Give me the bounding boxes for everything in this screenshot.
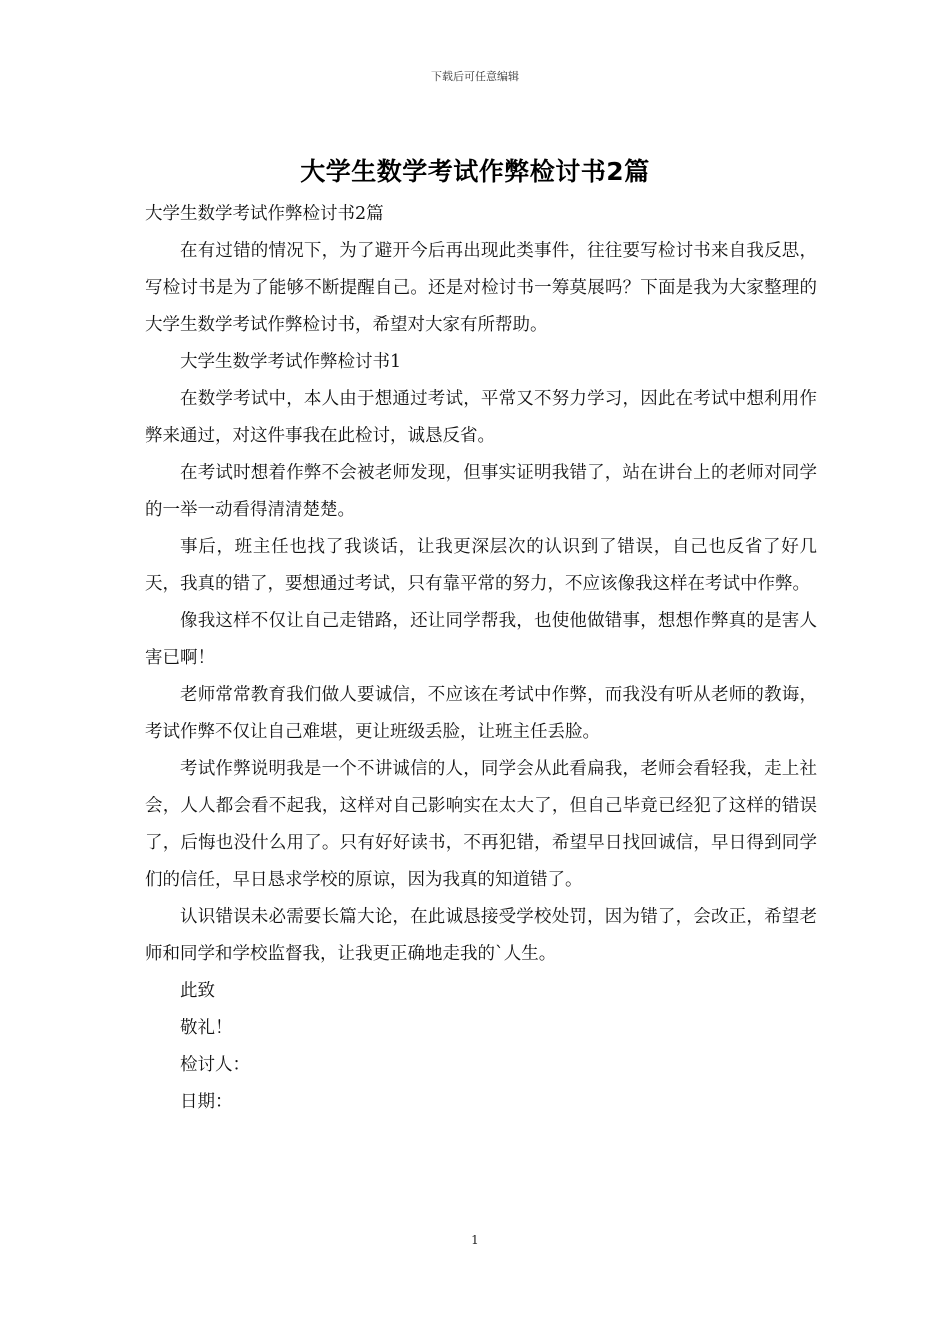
paragraph: 事后，班主任也找了我谈话，让我更深层次的认识到了错误，自己也反省了好几天，我真的错了，要想通过考试，只有靠平常的努力，不应该像我这样在考试中作弊。: [145, 537, 817, 594]
paragraph: 考试作弊说明我是一个不讲诚信的人，同学会从此看扁我，老师会看轻我，走上社会，人人都会看不起我，这样对自己影响实在太大了，但自己毕竟已经犯了这样的错误了，后悔也没什么用了。只有好好读书，不再犯错，希望早日找回诚信，早日得到同学们的信任，早日恳求学校的原谅，因为我真的知道错了。: [145, 759, 817, 890]
section-heading: 大学生数学考试作弊检讨书1: [180, 352, 402, 372]
paragraph: 像我这样不仅让自己走错路，还让同学帮我，也使他做错事，想想作弊真的是害人害已啊！: [145, 611, 817, 668]
paragraph: 在数学考试中，本人由于想通过考试，平常又不努力学习，因此在考试中想利用作弊来通过，对这件事我在此检讨，诚恳反省。: [145, 389, 817, 446]
closing-respect: 敬礼！: [180, 1018, 233, 1038]
paragraph: 认识错误未必需要长篇大论，在此诚恳接受学校处罚，因为错了，会改正，希望老师和同学和学校监督我，让我更正确地走我的`人生。: [145, 907, 817, 964]
paragraph: 在考试时想着作弊不会被老师发现，但事实证明我错了，站在讲台上的老师对同学的一举一动看得清清楚楚。: [145, 463, 817, 520]
paragraph-intro: 在有过错的情况下，为了避开今后再出现此类事件，往往要写检讨书来自我反思，写检讨书是为了能够不断提醒自己。还是对检讨书一筹莫展吗？下面是我为大家整理的大学生数学考试作弊检讨书，希望对大家有所帮助。: [145, 241, 817, 335]
header-note: 下载后可任意编辑: [431, 70, 519, 83]
page-number: 1: [471, 1233, 479, 1247]
date-line: 日期：: [180, 1092, 233, 1112]
closing-salutation: 此致: [180, 981, 215, 1001]
document-subtitle: 大学生数学考试作弊检讨书2篇: [145, 204, 384, 224]
paragraph: 老师常常教育我们做人要诚信，不应该在考试中作弊，而我没有听从老师的教诲，考试作弊不仅让自己难堪，更让班级丢脸，让班主任丢脸。: [145, 685, 817, 742]
signature-line: 检讨人：: [180, 1055, 250, 1075]
document-title: 大学生数学考试作弊检讨书2篇: [300, 157, 650, 186]
document-body: [145, 196, 817, 1121]
